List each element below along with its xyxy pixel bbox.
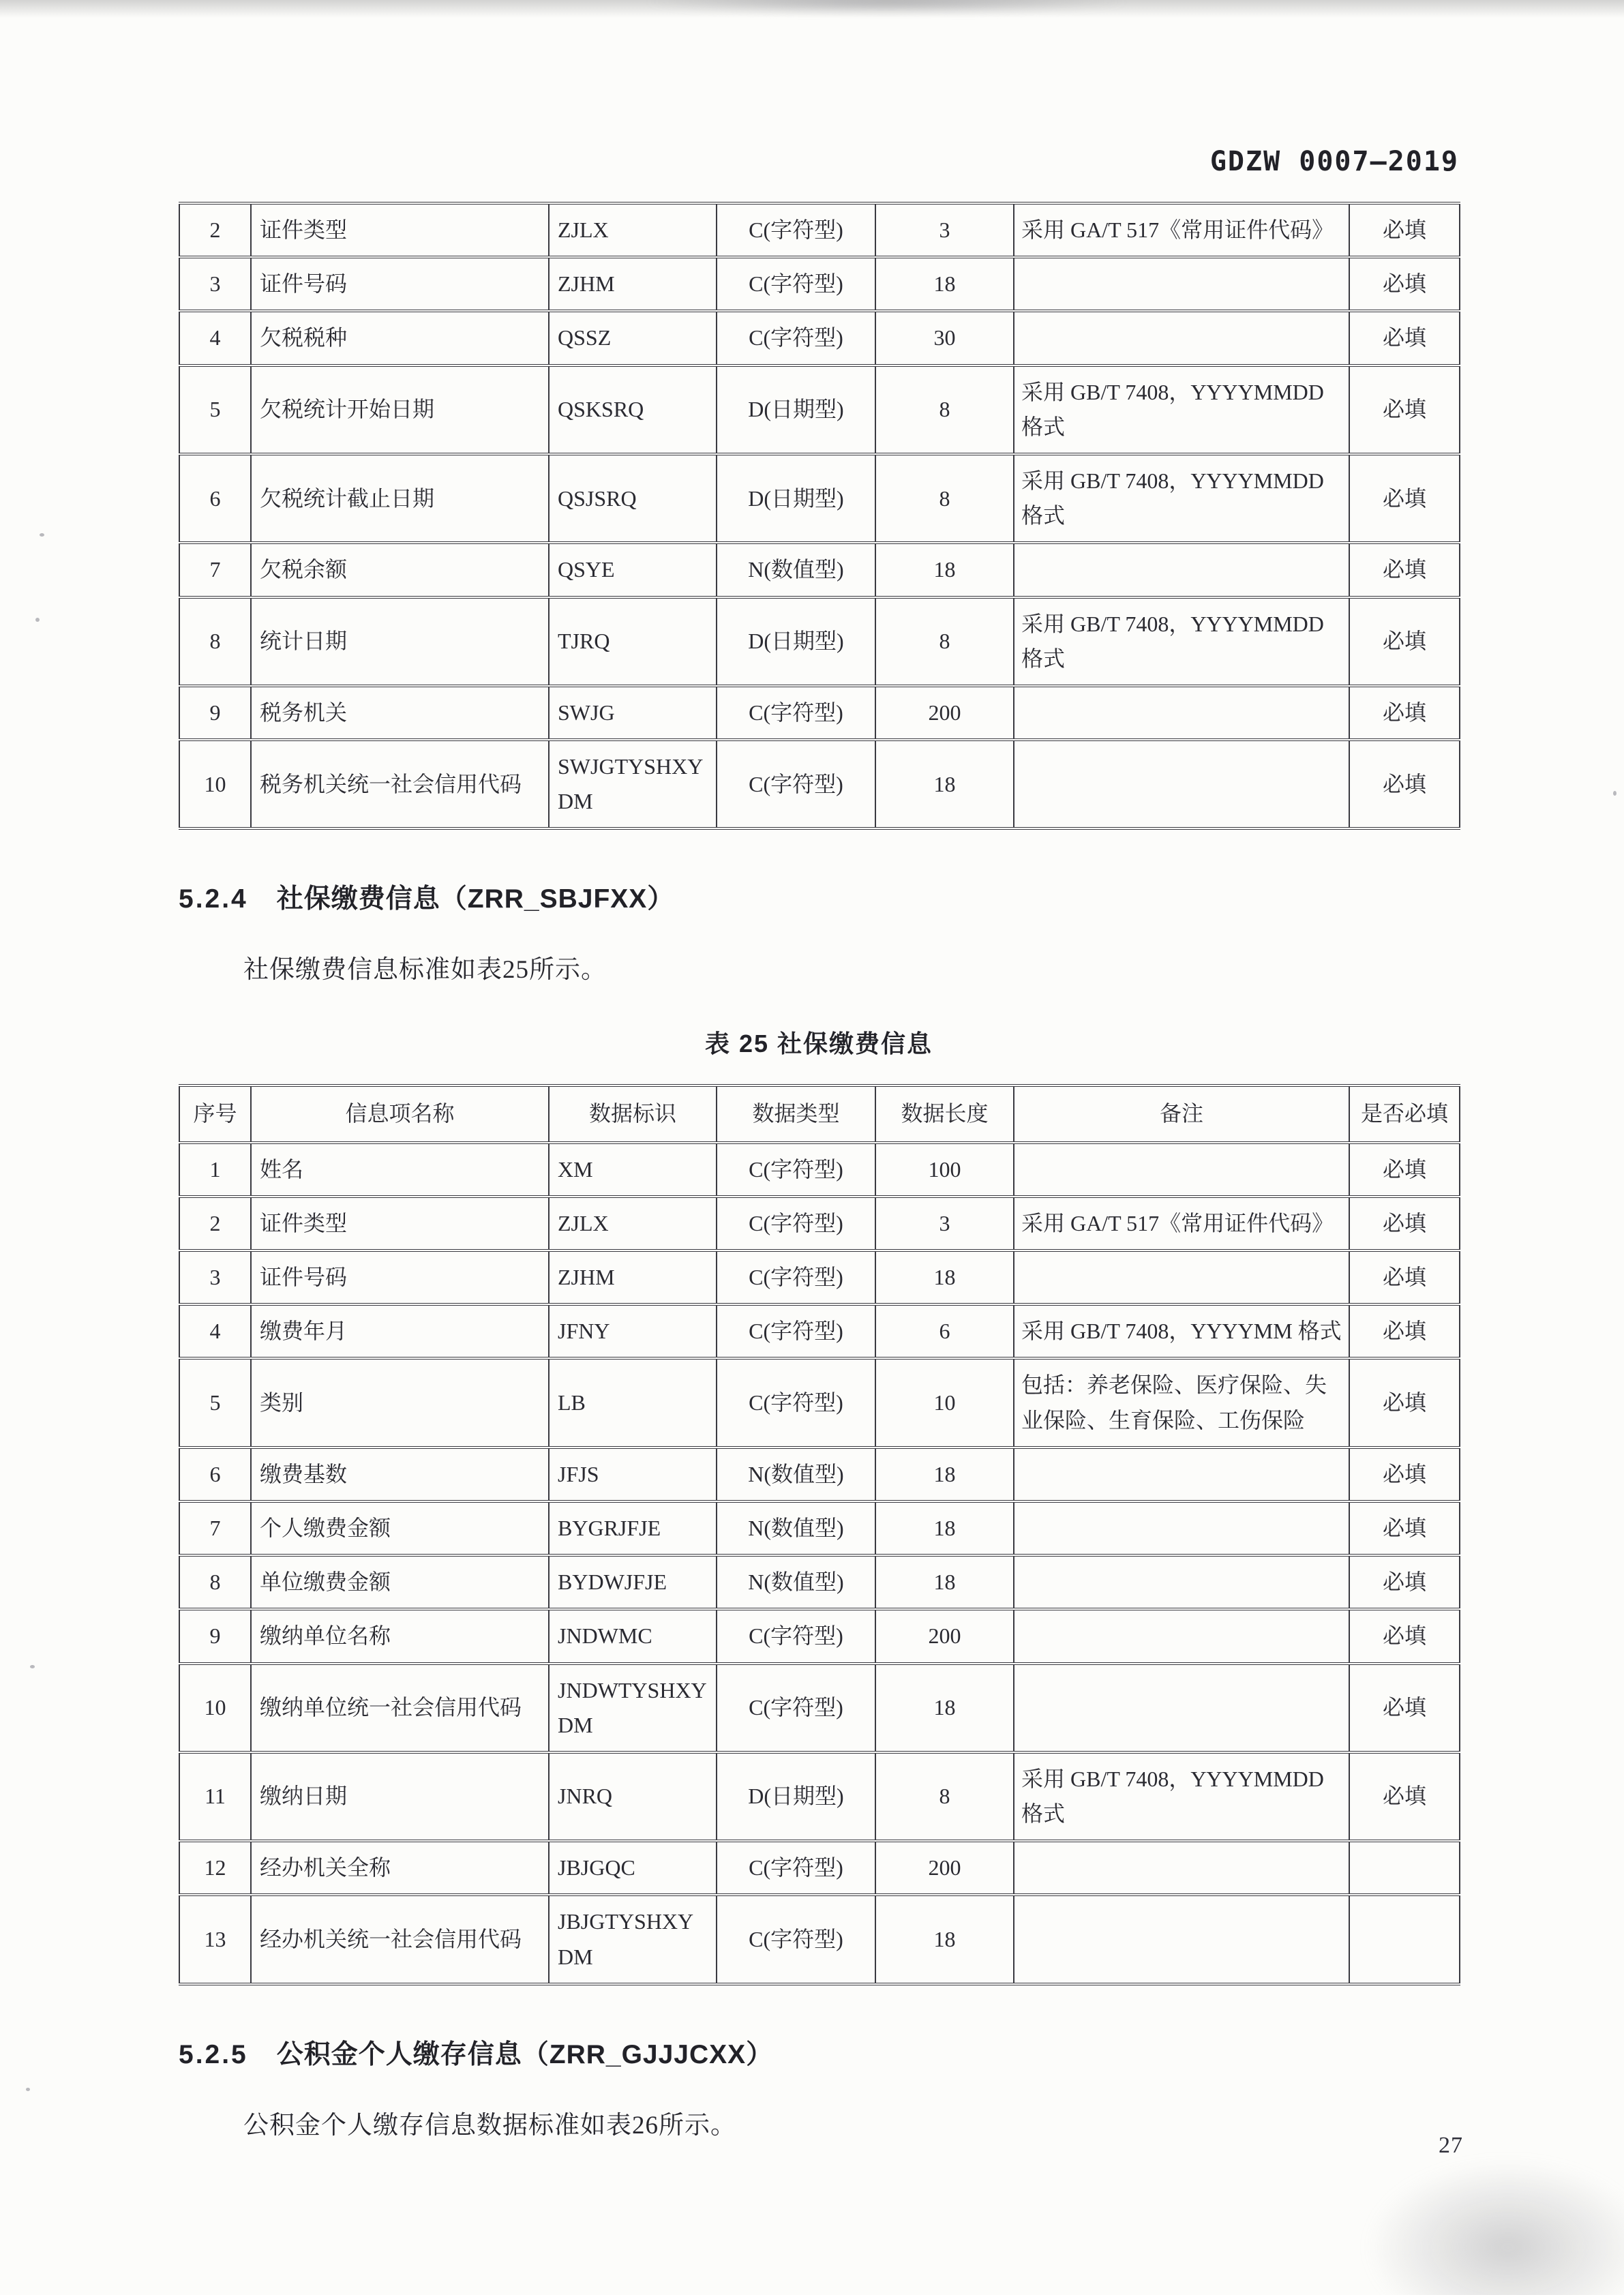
table-row <box>179 203 1460 257</box>
section-number: 5.2.5 <box>179 2039 248 2069</box>
cell-type: N(数值型) <box>717 1555 875 1609</box>
table-25-caption: 表 25 社保缴费信息 <box>704 1030 933 1058</box>
cell-length: 18 <box>875 257 1014 311</box>
cell-code: ZJHM <box>549 257 717 311</box>
cell-type: C(字符型) <box>717 1197 875 1250</box>
cell-no: 2 <box>179 203 251 257</box>
cell-name: 经办机关统一社会信用代码 <box>251 1895 549 1983</box>
table-row <box>179 1358 1460 1447</box>
table-row <box>179 365 1460 454</box>
table-header-row <box>179 1085 1460 1142</box>
table-row <box>179 1895 1460 1983</box>
table-row <box>179 740 1460 828</box>
cell-no: 10 <box>179 1664 251 1752</box>
cell-name: 证件号码 <box>251 1250 549 1304</box>
section-paragraph-5-2-5: 公积金个人缴存信息数据标准如表26所示。 <box>243 2111 736 2140</box>
cell-remark: 采用 GB/T 7408，YYYYMM 格式 <box>1014 1304 1349 1358</box>
cell-length: 18 <box>875 543 1014 597</box>
cell-code: SWJG <box>549 686 717 740</box>
column-header: 数据类型 <box>717 1085 875 1142</box>
cell-code: JNRQ <box>549 1752 717 1841</box>
cell-code: JFNY <box>549 1304 717 1358</box>
cell-remark: 采用 GB/T 7408，YYYYMMDD 格式 <box>1014 1752 1349 1841</box>
cell-length: 3 <box>875 203 1014 257</box>
table-row <box>179 1197 1460 1250</box>
cell-length: 8 <box>875 597 1014 686</box>
cell-length: 200 <box>875 1841 1014 1895</box>
cell-code: QSYE <box>549 543 717 597</box>
cell-type: C(字符型) <box>717 1664 875 1752</box>
cell-required <box>1349 1895 1460 1983</box>
cell-remark <box>1014 1841 1349 1895</box>
cell-name: 姓名 <box>251 1143 549 1197</box>
cell-remark <box>1014 740 1349 828</box>
table-row <box>179 1448 1460 1501</box>
cell-length: 10 <box>875 1358 1014 1447</box>
cell-name: 欠税税种 <box>251 311 549 365</box>
cell-required: 必填 <box>1349 257 1460 311</box>
cell-name: 证件号码 <box>251 257 549 311</box>
cell-required: 必填 <box>1349 740 1460 828</box>
cell-remark <box>1014 1895 1349 1983</box>
cell-length: 3 <box>875 1197 1014 1250</box>
cell-code: ZJLX <box>549 1197 717 1250</box>
table-row <box>179 597 1460 686</box>
cell-length: 18 <box>875 1895 1014 1983</box>
cell-code: QSKSRQ <box>549 365 717 454</box>
table-row <box>179 543 1460 597</box>
table-row <box>179 1752 1460 1841</box>
cell-required: 必填 <box>1349 1752 1460 1841</box>
cell-code: LB <box>549 1358 717 1447</box>
cell-type: C(字符型) <box>717 257 875 311</box>
cell-remark: 采用 GA/T 517《常用证件代码》 <box>1014 1197 1349 1250</box>
cell-length: 200 <box>875 686 1014 740</box>
column-header: 信息项名称 <box>251 1085 549 1142</box>
table-row <box>179 257 1460 311</box>
table-row <box>179 1841 1460 1895</box>
scan-speck <box>1613 791 1617 796</box>
cell-type: N(数值型) <box>717 1501 875 1555</box>
cell-length: 18 <box>875 1555 1014 1609</box>
cell-code: QSSZ <box>549 311 717 365</box>
cell-length: 8 <box>875 454 1014 543</box>
cell-required: 必填 <box>1349 365 1460 454</box>
cell-type: C(字符型) <box>717 1895 875 1983</box>
table-25 <box>179 1084 1460 1985</box>
cell-no: 11 <box>179 1752 251 1841</box>
cell-required: 必填 <box>1349 543 1460 597</box>
cell-required: 必填 <box>1349 203 1460 257</box>
cell-length: 30 <box>875 311 1014 365</box>
cell-no: 2 <box>179 1197 251 1250</box>
cell-name: 类别 <box>251 1358 549 1447</box>
section-heading-5-2-4 <box>179 877 1459 916</box>
cell-code: ZJHM <box>549 1250 717 1304</box>
cell-code: JNDWMC <box>549 1609 717 1663</box>
section-title: 社保缴费信息（ZRR_SBJFXX） <box>276 884 675 914</box>
cell-type: C(字符型) <box>717 203 875 257</box>
cell-no: 9 <box>179 686 251 740</box>
cell-no: 7 <box>179 543 251 597</box>
section-paragraph-5-2-4: 社保缴费信息标准如表25所示。 <box>243 956 607 985</box>
cell-name: 欠税余额 <box>251 543 549 597</box>
scan-speck <box>35 618 40 622</box>
cell-code: TJRQ <box>549 597 717 686</box>
cell-length: 8 <box>875 365 1014 454</box>
column-header: 序号 <box>179 1085 251 1142</box>
cell-type: N(数值型) <box>717 543 875 597</box>
cell-code: ZJLX <box>549 203 717 257</box>
cell-remark: 采用 GB/T 7408，YYYYMMDD 格式 <box>1014 454 1349 543</box>
table-row <box>179 1664 1460 1752</box>
cell-remark <box>1014 1501 1349 1555</box>
cell-type: D(日期型) <box>717 365 875 454</box>
cell-required <box>1349 1841 1460 1895</box>
cell-name: 证件类型 <box>251 1197 549 1250</box>
scan-speck <box>40 533 44 537</box>
cell-name: 单位缴费金额 <box>251 1555 549 1609</box>
cell-remark <box>1014 257 1349 311</box>
table-row <box>179 454 1460 543</box>
cell-type: C(字符型) <box>717 740 875 828</box>
cell-remark <box>1014 1609 1349 1663</box>
cell-length: 8 <box>875 1752 1014 1841</box>
cell-length: 18 <box>875 740 1014 828</box>
table-row <box>179 1250 1460 1304</box>
cell-required: 必填 <box>1349 1501 1460 1555</box>
section-heading-5-2-5 <box>179 2033 1459 2071</box>
table-row <box>179 686 1460 740</box>
cell-code: XM <box>549 1143 717 1197</box>
cell-required: 必填 <box>1349 1448 1460 1501</box>
cell-no: 3 <box>179 257 251 311</box>
cell-remark: 采用 GA/T 517《常用证件代码》 <box>1014 203 1349 257</box>
cell-name: 缴费基数 <box>251 1448 549 1501</box>
cell-no: 5 <box>179 365 251 454</box>
table-row <box>179 1501 1460 1555</box>
cell-no: 12 <box>179 1841 251 1895</box>
cell-type: D(日期型) <box>717 597 875 686</box>
cell-no: 6 <box>179 454 251 543</box>
cell-length: 18 <box>875 1448 1014 1501</box>
cell-required: 必填 <box>1349 686 1460 740</box>
cell-name: 统计日期 <box>251 597 549 686</box>
cell-remark <box>1014 543 1349 597</box>
cell-remark <box>1014 1250 1349 1304</box>
scan-artifact <box>1365 2159 1624 2295</box>
column-header: 备注 <box>1014 1085 1349 1142</box>
table-row <box>179 1143 1460 1197</box>
cell-length: 18 <box>875 1501 1014 1555</box>
table-row <box>179 1609 1460 1663</box>
cell-type: D(日期型) <box>717 1752 875 1841</box>
cell-code: JBJGQC <box>549 1841 717 1895</box>
cell-remark <box>1014 311 1349 365</box>
cell-required: 必填 <box>1349 1250 1460 1304</box>
cell-length: 200 <box>875 1609 1014 1663</box>
cell-no: 8 <box>179 1555 251 1609</box>
scan-speck <box>26 2088 30 2091</box>
cell-required: 必填 <box>1349 1555 1460 1609</box>
cell-code: BYDWJFJE <box>549 1555 717 1609</box>
cell-code: SWJGTYSHXYDM <box>549 740 717 828</box>
cell-no: 13 <box>179 1895 251 1983</box>
table-24-continued <box>179 202 1460 830</box>
cell-type: C(字符型) <box>717 311 875 365</box>
cell-remark: 包括：养老保险、医疗保险、失业保险、生育保险、工伤保险 <box>1014 1358 1349 1447</box>
cell-remark <box>1014 1664 1349 1752</box>
cell-remark <box>1014 1143 1349 1197</box>
cell-no: 9 <box>179 1609 251 1663</box>
column-header: 是否必填 <box>1349 1085 1460 1142</box>
table-row <box>179 311 1460 365</box>
cell-code: BYGRJFJE <box>549 1501 717 1555</box>
cell-required: 必填 <box>1349 1664 1460 1752</box>
table-row <box>179 1555 1460 1609</box>
section-number: 5.2.4 <box>179 884 248 914</box>
cell-no: 7 <box>179 1501 251 1555</box>
cell-code: JFJS <box>549 1448 717 1501</box>
cell-name: 缴费年月 <box>251 1304 549 1358</box>
cell-no: 5 <box>179 1358 251 1447</box>
cell-name: 证件类型 <box>251 203 549 257</box>
column-header: 数据长度 <box>875 1085 1014 1142</box>
cell-name: 缴纳单位统一社会信用代码 <box>251 1664 549 1752</box>
cell-type: C(字符型) <box>717 1609 875 1663</box>
cell-remark: 采用 GB/T 7408，YYYYMMDD 格式 <box>1014 597 1349 686</box>
cell-name: 缴纳单位名称 <box>251 1609 549 1663</box>
cell-type: C(字符型) <box>717 686 875 740</box>
cell-required: 必填 <box>1349 597 1460 686</box>
cell-type: C(字符型) <box>717 1304 875 1358</box>
column-header: 数据标识 <box>549 1085 717 1142</box>
cell-name: 缴纳日期 <box>251 1752 549 1841</box>
cell-name: 税务机关统一社会信用代码 <box>251 740 549 828</box>
section-title: 公积金个人缴存信息（ZRR_GJJJCXX） <box>276 2039 774 2069</box>
cell-no: 10 <box>179 740 251 828</box>
cell-type: C(字符型) <box>717 1143 875 1197</box>
cell-no: 1 <box>179 1143 251 1197</box>
table-row <box>179 1304 1460 1358</box>
cell-required: 必填 <box>1349 1143 1460 1197</box>
cell-name: 税务机关 <box>251 686 549 740</box>
cell-no: 4 <box>179 311 251 365</box>
cell-required: 必填 <box>1349 1609 1460 1663</box>
cell-required: 必填 <box>1349 1304 1460 1358</box>
cell-length: 100 <box>875 1143 1014 1197</box>
cell-no: 6 <box>179 1448 251 1501</box>
cell-remark <box>1014 686 1349 740</box>
cell-remark: 采用 GB/T 7408，YYYYMMDD 格式 <box>1014 365 1349 454</box>
cell-code: JNDWTYSHXYDM <box>549 1664 717 1752</box>
cell-name: 经办机关全称 <box>251 1841 549 1895</box>
cell-remark <box>1014 1555 1349 1609</box>
cell-code: QSJSRQ <box>549 454 717 543</box>
cell-no: 4 <box>179 1304 251 1358</box>
cell-required: 必填 <box>1349 454 1460 543</box>
cell-remark <box>1014 1448 1349 1501</box>
page-number: 27 <box>1439 2133 1463 2158</box>
cell-no: 8 <box>179 597 251 686</box>
cell-length: 6 <box>875 1304 1014 1358</box>
cell-length: 18 <box>875 1664 1014 1752</box>
cell-type: C(字符型) <box>717 1841 875 1895</box>
cell-required: 必填 <box>1349 1197 1460 1250</box>
cell-type: D(日期型) <box>717 454 875 543</box>
scan-speck <box>30 1665 35 1668</box>
cell-type: C(字符型) <box>717 1250 875 1304</box>
cell-type: C(字符型) <box>717 1358 875 1447</box>
cell-required: 必填 <box>1349 1358 1460 1447</box>
cell-name: 个人缴费金额 <box>251 1501 549 1555</box>
cell-name: 欠税统计截止日期 <box>251 454 549 543</box>
document-code-header: GDZW 0007—2019 <box>1209 146 1459 177</box>
cell-name: 欠税统计开始日期 <box>251 365 549 454</box>
cell-length: 18 <box>875 1250 1014 1304</box>
cell-type: N(数值型) <box>717 1448 875 1501</box>
cell-code: JBJGTYSHXYDM <box>549 1895 717 1983</box>
cell-required: 必填 <box>1349 311 1460 365</box>
cell-no: 3 <box>179 1250 251 1304</box>
